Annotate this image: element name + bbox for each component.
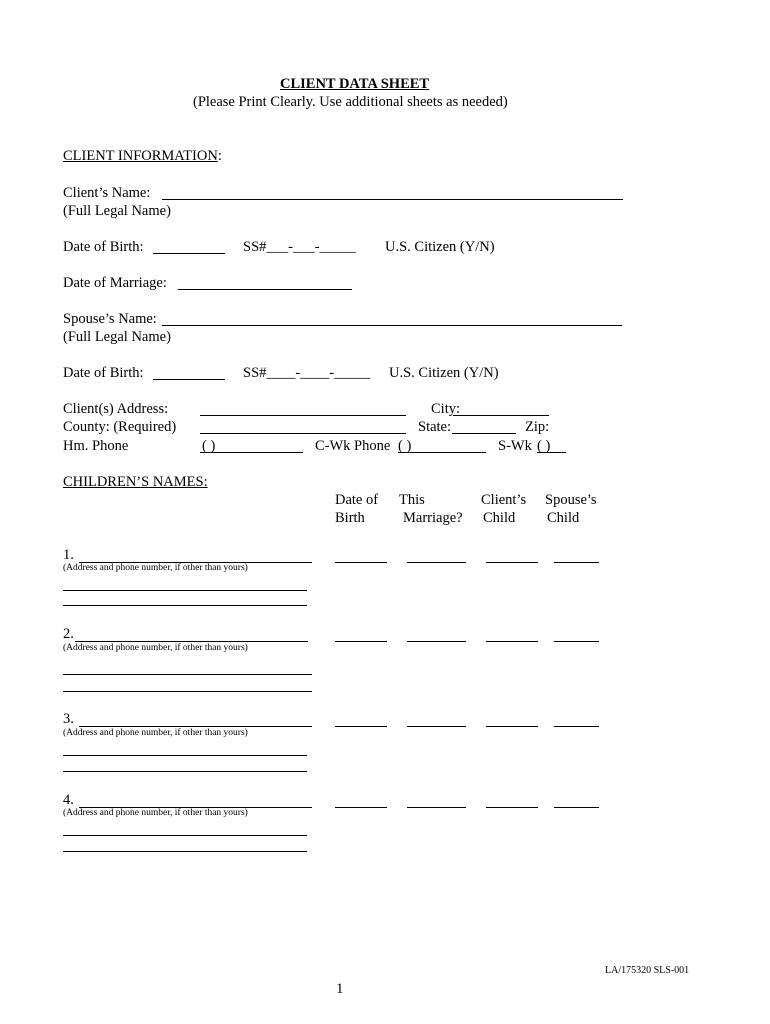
child-spouses-child-field[interactable]: [554, 726, 599, 727]
county-label: County: (Required): [63, 419, 177, 435]
child-address-line[interactable]: [63, 771, 307, 772]
child-dob-field[interactable]: [335, 641, 387, 642]
swk-phone-area-code: ( ): [537, 438, 551, 454]
col-header-clients-child: Client’s: [481, 492, 527, 508]
child-this-marriage-field[interactable]: [407, 807, 466, 808]
child-dob-field[interactable]: [335, 562, 387, 563]
spouses-name-field[interactable]: [162, 325, 622, 326]
client-info-heading: [63, 149, 222, 164]
child-spouses-child-field[interactable]: [554, 807, 599, 808]
cwk-phone-label: C-Wk Phone: [315, 438, 391, 454]
child-spouses-child-field[interactable]: [554, 641, 599, 642]
col-header-clients-child: Child: [483, 510, 516, 526]
clients-name-field[interactable]: [162, 199, 623, 200]
child-this-marriage-field[interactable]: [407, 641, 466, 642]
date-of-marriage-field[interactable]: [178, 289, 352, 290]
child-dob-field[interactable]: [335, 807, 387, 808]
hm-phone-field[interactable]: [200, 452, 303, 453]
swk-phone-label: S-Wk: [498, 438, 532, 454]
client-info-heading-colon: :: [217, 148, 222, 164]
child-address-line[interactable]: [63, 835, 307, 836]
county-field[interactable]: [200, 433, 406, 434]
spouse-citizen-label: U.S. Citizen (Y/N): [389, 365, 499, 381]
state-label: State:: [418, 419, 452, 435]
date-of-marriage-label: Date of Marriage:: [63, 275, 167, 291]
cwk-phone-area-code: ( ): [398, 438, 412, 454]
child-clients-child-field[interactable]: [486, 726, 538, 727]
child-row-number: 2.: [63, 626, 74, 642]
full-legal-name-note: (Full Legal Name): [63, 203, 171, 219]
client-ssn-field[interactable]: SS#___-___-_____: [243, 239, 356, 255]
col-header-this-marriage: This: [399, 492, 425, 508]
child-clients-child-field[interactable]: [486, 807, 538, 808]
child-address-line[interactable]: [63, 605, 307, 606]
address-note: (Address and phone number, if other than yours): [63, 563, 248, 573]
page-number: 1: [336, 981, 344, 997]
form-code: LA/175320 SLS-001: [605, 965, 690, 976]
form-subtitle: (Please Print Clearly. Use additional sheets as needed): [193, 94, 508, 110]
clients-name-label: Client’s Name:: [63, 185, 151, 201]
zip-label: Zip:: [525, 419, 550, 435]
child-address-line[interactable]: [63, 851, 307, 852]
hm-phone-label: Hm. Phone: [63, 438, 129, 454]
city-field[interactable]: [453, 415, 549, 416]
child-name-field[interactable]: [75, 641, 308, 642]
dob-label: Date of Birth:: [63, 239, 144, 255]
child-address-line[interactable]: [63, 590, 307, 591]
city-label: City:: [431, 401, 461, 417]
col-header-spouses-child: Child: [547, 510, 580, 526]
child-name-field[interactable]: [79, 726, 312, 727]
col-header-dob: Birth: [335, 510, 365, 526]
spouse-ssn-field[interactable]: SS#____-____-_____: [243, 365, 371, 381]
child-clients-child-field[interactable]: [486, 641, 538, 642]
child-address-line[interactable]: [63, 691, 312, 692]
address-label: Client(s) Address:: [63, 401, 169, 417]
client-info-heading-text: CLIENT INFORMATION: [63, 148, 218, 164]
child-row-number: 3.: [63, 711, 74, 727]
full-legal-name-note: (Full Legal Name): [63, 329, 171, 345]
state-field[interactable]: [452, 433, 516, 434]
child-address-line[interactable]: [63, 755, 307, 756]
spouse-dob-field[interactable]: [153, 379, 225, 380]
child-this-marriage-field[interactable]: [407, 726, 466, 727]
child-spouses-child-field[interactable]: [554, 562, 599, 563]
cwk-phone-field[interactable]: [398, 452, 486, 453]
child-row-number: 4.: [63, 792, 74, 808]
address-note: (Address and phone number, if other than yours): [63, 728, 248, 738]
form-title: CLIENT DATA SHEET: [280, 76, 430, 92]
dob-label: Date of Birth:: [63, 365, 144, 381]
child-address-line[interactable]: [63, 674, 312, 675]
children-heading: CHILDREN’S NAMES:: [63, 474, 208, 490]
child-row-number: 1.: [63, 547, 74, 563]
col-header-spouses-child: Spouse’s: [545, 492, 597, 508]
child-dob-field[interactable]: [335, 726, 387, 727]
spouses-name-label: Spouse’s Name:: [63, 311, 157, 327]
client-citizen-label: U.S. Citizen (Y/N): [385, 239, 495, 255]
child-clients-child-field[interactable]: [486, 562, 538, 563]
address-note: (Address and phone number, if other than yours): [63, 808, 248, 818]
col-header-dob: Date of: [335, 492, 379, 508]
col-header-this-marriage: Marriage?: [403, 510, 463, 526]
child-this-marriage-field[interactable]: [407, 562, 466, 563]
client-dob-field[interactable]: [153, 253, 225, 254]
hm-phone-area-code: ( ): [202, 438, 216, 454]
address-field[interactable]: [200, 415, 406, 416]
swk-phone-field[interactable]: [537, 452, 566, 453]
address-note: (Address and phone number, if other than yours): [63, 643, 248, 653]
